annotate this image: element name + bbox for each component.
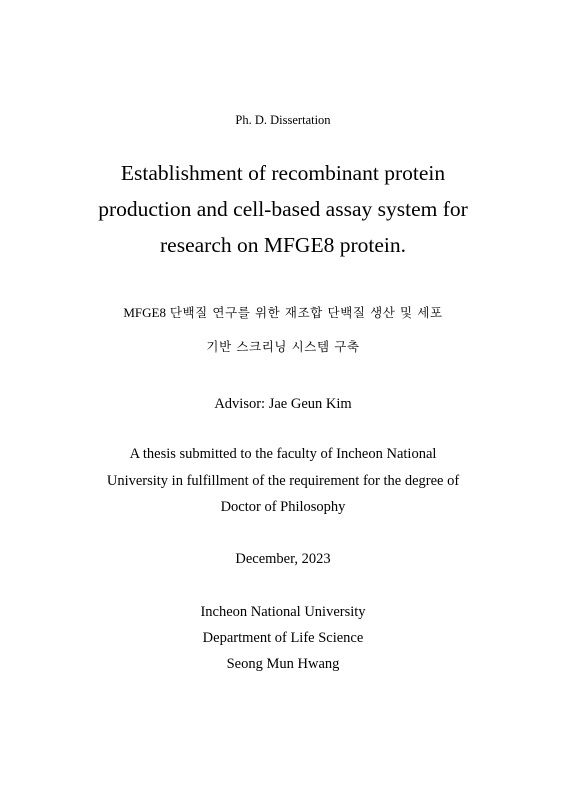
korean-title-line-1 [0, 303, 566, 321]
english-title-line-2: production and cell-based assay system for [98, 197, 468, 221]
university-name: Incheon National University [200, 604, 366, 620]
english-title-line-1: Establishment of recombinant protein [120, 161, 446, 185]
advisor-name: Advisor: Jae Geun Kim [214, 396, 352, 412]
dissertation-type-label: Ph. D. Dissertation [235, 113, 331, 127]
korean-title-text-2: 기반 스크리닝 시스템 구축 [206, 339, 360, 354]
author-name: Seong Mun Hwang [226, 656, 340, 672]
english-title-line-3: research on MFGE8 protein. [160, 233, 406, 257]
submission-statement-line-2: University in fulfillment of the requirement for the degree of [106, 473, 460, 489]
korean-title-prefix: MFGE8 [123, 305, 166, 320]
department-name: Department of Life Science [202, 630, 364, 646]
submission-statement-line-1: A thesis submitted to the faculty of Incheon National [129, 446, 437, 462]
submission-statement-line-3: Doctor of Philosophy [220, 499, 346, 515]
korean-title-text-1: 단백질 연구를 위한 재조합 단백질 생산 및 세포 [169, 305, 443, 320]
korean-title-line-2 [0, 337, 566, 355]
submission-date: December, 2023 [235, 551, 331, 567]
